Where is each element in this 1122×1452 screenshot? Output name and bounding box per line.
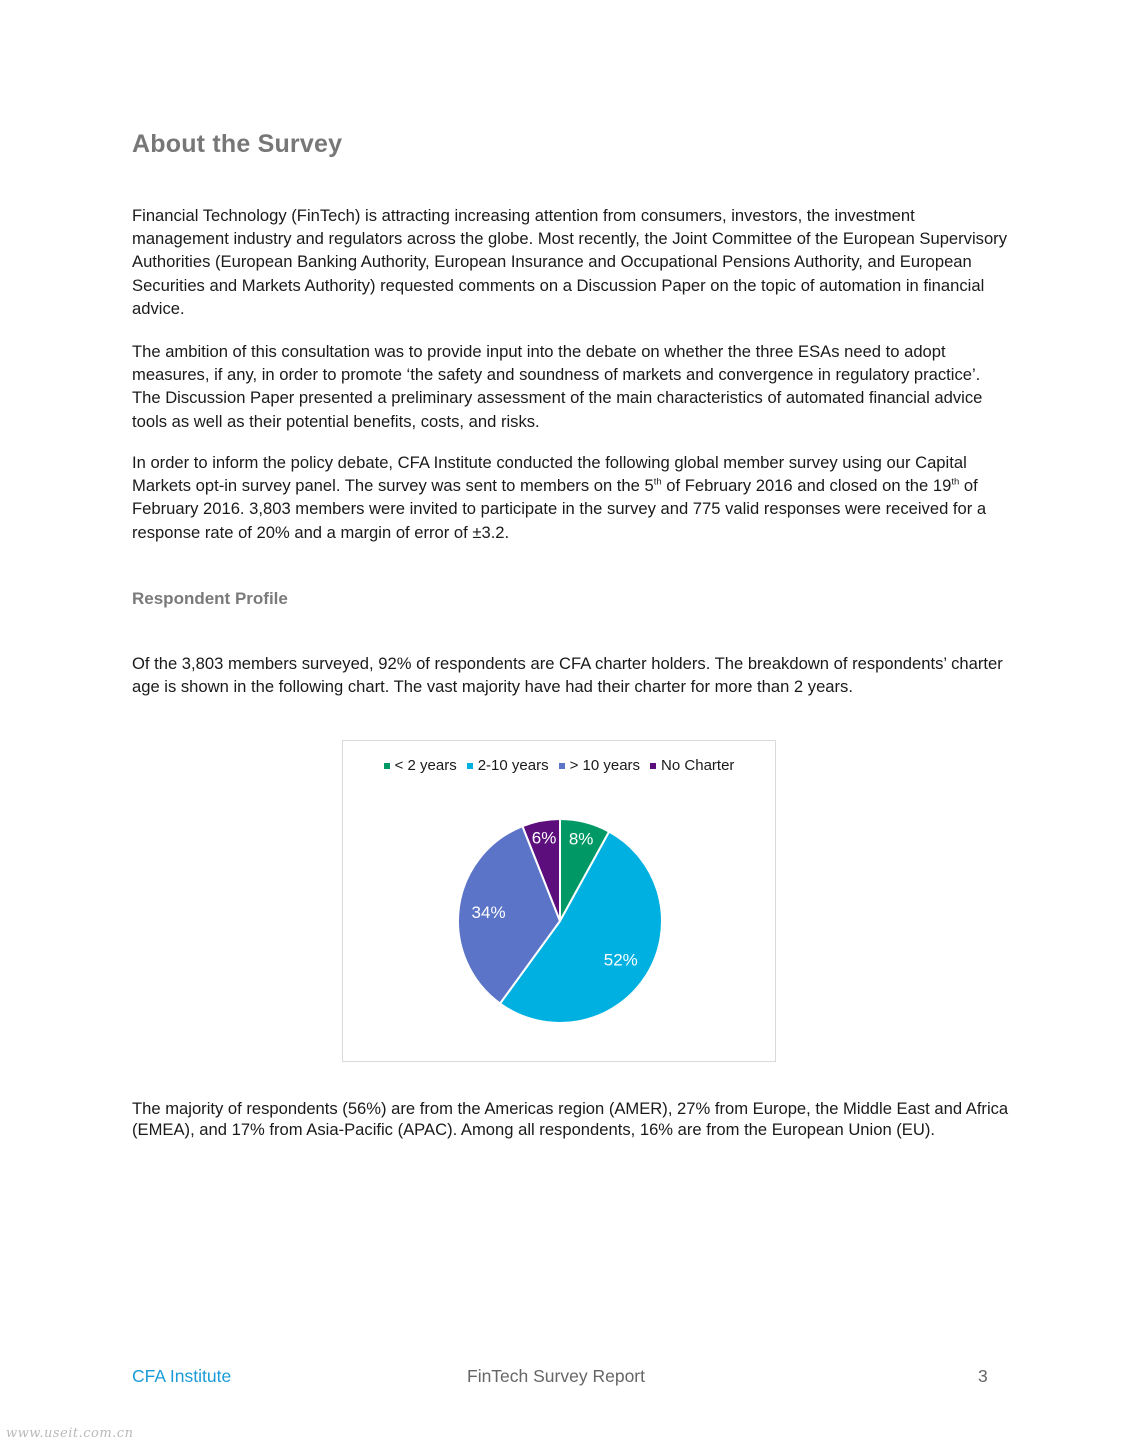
page-number: 3: [978, 1366, 988, 1386]
survey-method-text-b: of February 2016 and closed on the 19: [661, 476, 952, 496]
pie-data-label: 34%: [471, 902, 506, 922]
survey-method-text-c: of February 2016. 3,803 members were invited to participate in the survey and 775 valid responses were received for a response rate of 20% and a margin of error of ±3.2.: [132, 476, 987, 542]
respondent-paragraph: Of the 3,803 members surveyed, 92% of respondents are CFA charter holders. The breakdown of respondents’ charter age is shown in the following chart. The vast majority have had their charter for more than 2 years.: [132, 654, 1003, 697]
survey-method-paragraph: [132, 451, 1012, 544]
pie-data-label: 8%: [568, 829, 594, 849]
page-title: About the Survey: [132, 130, 343, 158]
ambition-paragraph: The ambition of this consultation was to provide input into the debate on whether the three ESAs need to adopt measures, if any, in order to promote ‘the safety and soundness of markets and convergence in regulatory practice’. The Discussion Paper presented a preliminary assessment of the main characteristics of automated financial advice tools as well as their potential benefits, costs, and risks.: [132, 342, 983, 431]
footer-report-title: FinTech Survey Report: [467, 1366, 645, 1386]
legend-label: 2-10 years: [477, 757, 549, 774]
watermark: www.useit.com.cn: [6, 1426, 134, 1441]
ordinal-suffix: th: [653, 476, 662, 488]
legend-label: < 2 years: [394, 757, 457, 774]
legend-label: No Charter: [661, 757, 735, 774]
region-paragraph: The majority of respondents (56%) are from the Americas region (AMER), 27% from Europe, the Middle East and Africa (EMEA), and 17% from Asia-Pacific (APAC). Among all respondents, 16% are from the European Union (EU).: [132, 1099, 1009, 1139]
pie-data-label: 52%: [603, 950, 638, 970]
legend-label: > 10 years: [569, 757, 641, 774]
survey-method-text-a: In order to inform the policy debate, CFA Institute conducted the following global member survey using our Capital Markets opt-in survey panel. The survey was sent to members on the 5: [132, 453, 967, 496]
pie-chart: [343, 741, 775, 1061]
pie-chart-container: [342, 740, 776, 1062]
footer-brand: CFA Institute: [132, 1366, 232, 1386]
intro-paragraph: Financial Technology (FinTech) is attracting increasing attention from consumers, investors, the investment management industry and regulators across the globe. Most recently, the Joint Committee of the European Supervisory Authorities (European Banking Authority, European Insurance and Occupational Pensions Authority, and European Securities and Markets Authority) requested comments on a Discussion Paper on the topic of automation in financial advice.: [132, 206, 1008, 318]
pie-data-label: 6%: [531, 828, 557, 848]
section-subheading: Respondent Profile: [132, 589, 288, 608]
ordinal-suffix: th: [951, 476, 960, 488]
